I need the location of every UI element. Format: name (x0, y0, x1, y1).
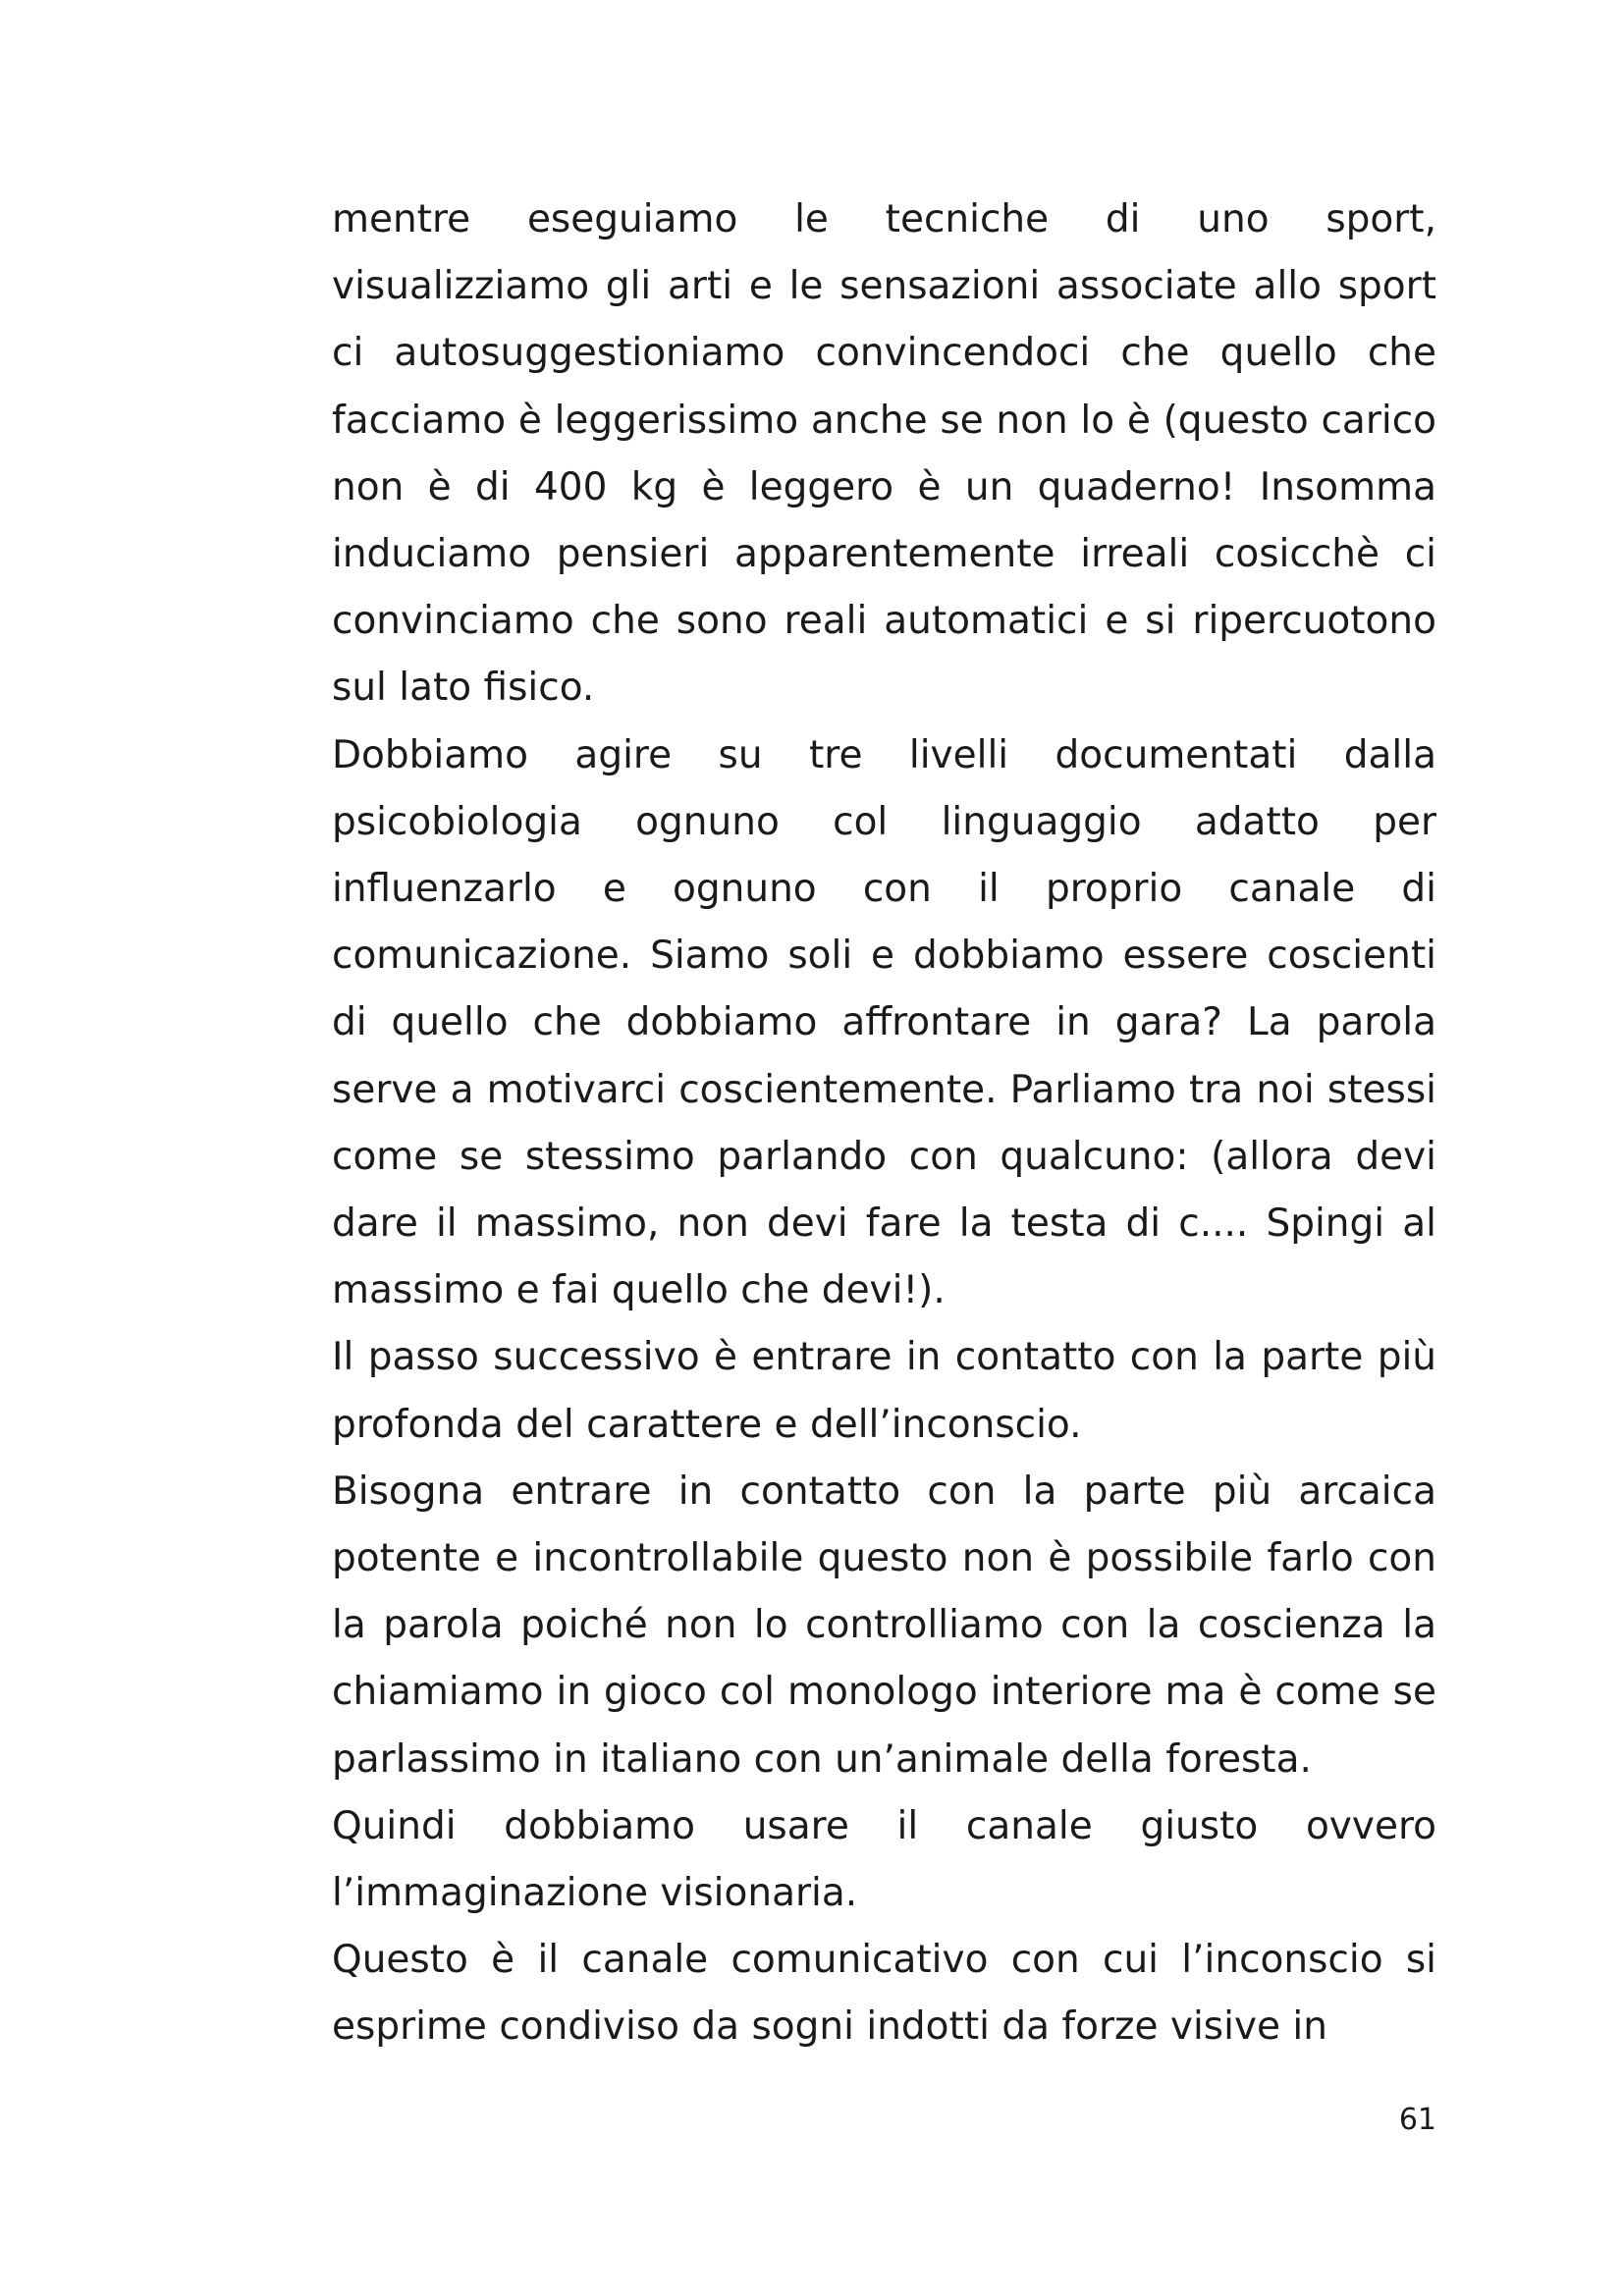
paragraph-6: Questo è il canale comunicativo con cui l’inconscio si esprime condiviso da sogni indotti da forze visive in (332, 1938, 1436, 2050)
paragraph-4: Bisogna entrare in contatto con la parte più arcaica potente e incontrollabile questo non è possibile farlo con la parola poiché non lo controlliamo con la coscienza la chiamiamo in gioco col monologo interiore ma è come se parlassimo in italiano con un’animale della foresta. (332, 1468, 1436, 1782)
paragraph-3: Il passo successivo è entrare in contatto con la parte più profonda del carattere e dell’inconscio. (332, 1335, 1436, 1447)
paragraph-2: Dobbiamo agire su tre livelli documentati dalla psicobiologia ognuno col linguaggio adatto per influenzarlo e ognuno con il proprio canale di comunicazione. Siamo soli e dobbiamo essere coscienti di quello che dobbiamo affrontare in gara? La parola serve a motivarci coscientemente. Parliamo tra noi stessi come se stessimo parlando con qualcuno: (allora devi dare il massimo, non devi fare la testa di c.... Spingi al massimo e fai quello che devi!). (332, 732, 1436, 1313)
body-text (332, 187, 1436, 2061)
paragraph-1: mentre eseguiamo le tecniche di uno sport, visualizziamo gli arti e le sensazioni associate allo sport ci autosuggestioniamo convincendoci che quello che facciamo è leggerissimo anche se non lo è (questo carico non è di 400 kg è leggero è un quaderno! Insomma induciamo pensieri apparentemente irreali cosicchè ci convinciamo che sono reali automatici e si ripercuotono sul lato fisico. (332, 197, 1436, 711)
paragraph-5: Quindi dobbiamo usare il canale giusto ovvero l’immaginazione visionaria. (332, 1803, 1436, 1916)
page-number: 61 (1398, 2103, 1436, 2137)
